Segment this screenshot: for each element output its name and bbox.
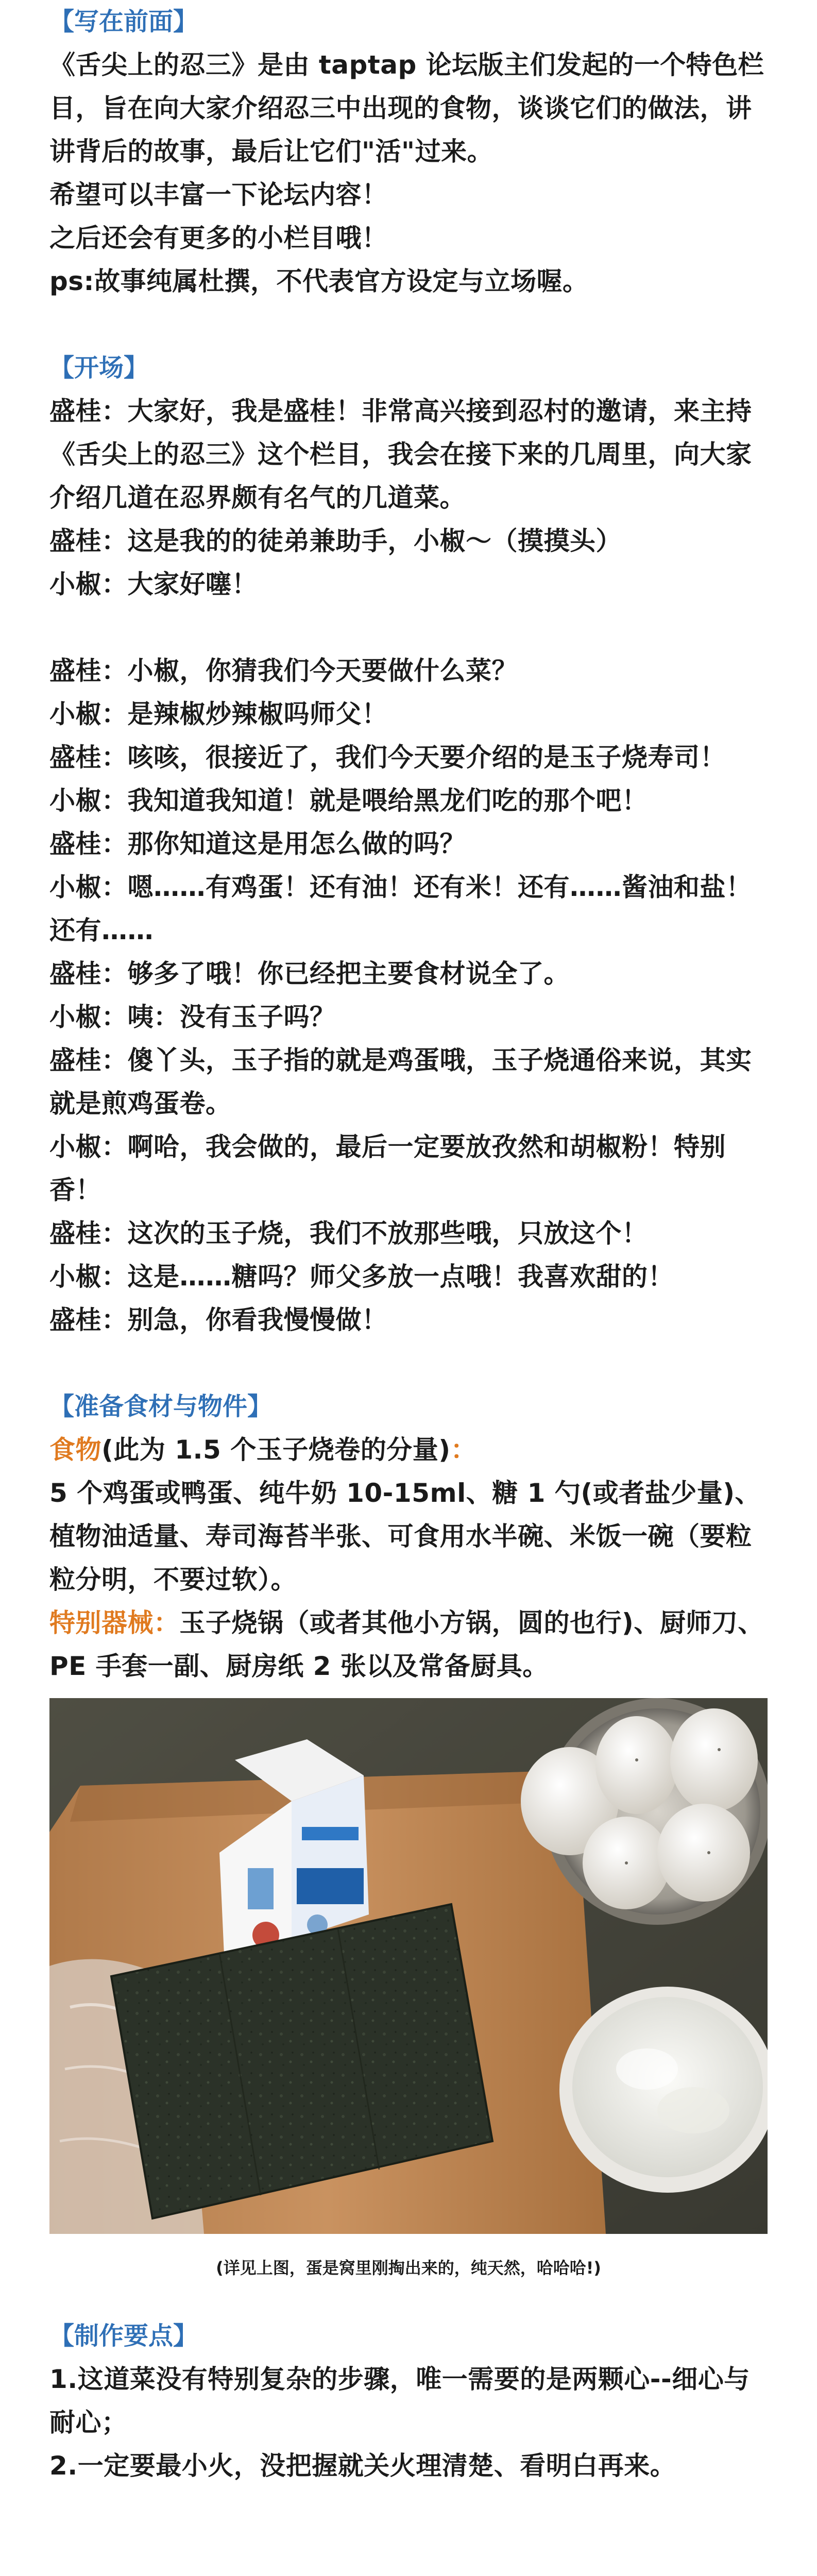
section-heading-intro: 【写在前面】 — [49, 7, 198, 36]
spacer — [49, 1342, 768, 1385]
dialogue-line: 小椒：大家好噻！ — [49, 569, 258, 599]
dialogue-line: 小椒：嗯……有鸡蛋！还有油！还有米！还有……酱油和盐！还有…… — [49, 872, 752, 945]
dialogue-line: 盛桂：够多了哦！你已经把主要食材说全了。 — [49, 959, 570, 989]
dialogue-line: 小椒：咦：没有玉子吗？ — [49, 1002, 336, 1032]
intro-paragraph: 《舌尖上的忍三》是由 taptap 论坛版主们发起的一个特色栏目，旨在向大家介绍忍三中出现的食物，谈谈它们的做法，讲讲背后的故事，最后让它们"活"过来。 — [49, 50, 764, 166]
section-heading-opening: 【开场】 — [49, 353, 149, 382]
food-label: 食物 — [49, 1435, 101, 1465]
dialogue-line: 盛桂：小椒，你猜我们今天要做什么菜？ — [49, 656, 518, 686]
dialogue-line: 盛桂：这是我的的徒弟兼助手，小椒～（摸摸头） — [49, 526, 622, 556]
dialogue-line: 盛桂：咳咳，很接近了，我们今天要介绍的是玉子烧寿司！ — [49, 742, 726, 772]
food-line — [49, 1428, 768, 1471]
ingredients-photo — [49, 1698, 768, 2234]
dialogue-line: 盛桂：那你知道这是用怎么做的吗？ — [49, 829, 466, 859]
spacer — [49, 606, 768, 649]
key-point-line: 2.一定要最小火，没把握就关火理清楚、看明白再来。 — [49, 2451, 676, 2481]
dialogue-line: 小椒：这是……糖吗？师父多放一点哦！我喜欢甜的！ — [49, 1262, 674, 1292]
tools-label: 特别器械： — [49, 1608, 180, 1638]
dialogue-line: 盛桂：大家好，我是盛桂！非常高兴接到忍村的邀请，来主持《舌尖上的忍三》这个栏目，我会在接下来的几周里，向大家介绍几道在忍界颇有名气的几道菜。 — [49, 396, 752, 513]
dialogue-line: 小椒：我知道我知道！就是喂给黑龙们吃的那个吧！ — [49, 786, 648, 816]
intro-paragraph: 之后还会有更多的小栏目哦！ — [49, 223, 388, 253]
spacer — [49, 303, 768, 346]
rice-bowl — [559, 1987, 768, 2193]
food-list: 5 个鸡蛋或鸭蛋、纯牛奶 10-15ml、糖 1 勺(或者盐少量)、植物油适量、寿司海苔半张、可食用水半碗、米饭一碗（要粒粒分明，不要过软）。 — [49, 1478, 761, 1595]
dialogue-line: 小椒：啊哈，我会做的，最后一定要放孜然和胡椒粉！特别香！ — [49, 1132, 726, 1205]
intro-paragraph: ps:故事纯属杜撰，不代表官方设定与立场喔。 — [49, 266, 589, 296]
section-heading-ingredients: 【准备食材与物件】 — [49, 1392, 273, 1421]
food-note: (此为 1.5 个玉子烧卷的分量) — [101, 1435, 451, 1465]
intro-paragraph: 希望可以丰富一下论坛内容！ — [49, 180, 388, 210]
dialogue-line: 盛桂：别急，你看我慢慢做！ — [49, 1305, 388, 1335]
dialogue-line: 小椒：是辣椒炒辣椒吗师父！ — [49, 699, 388, 729]
dialogue-line: 盛桂：这次的玉子烧，我们不放那些哦，只放这个！ — [49, 1218, 648, 1248]
photo-caption: (详见上图，蛋是窝里刚掏出来的，纯天然，哈哈哈!) — [216, 2258, 601, 2278]
dialogue-line: 盛桂：傻丫头，玉子指的就是鸡蛋哦，玉子烧通俗来说，其实就是煎鸡蛋卷。 — [49, 1045, 752, 1118]
tools-line — [49, 1601, 768, 1688]
tools-list: 玉子烧锅（或者其他小方锅，圆的也行)、厨师刀、PE 手套一副、厨房纸 2 张以及常备厨具。 — [49, 1608, 764, 1681]
food-colon: ： — [450, 1435, 477, 1465]
key-point-line: 1.这道菜没有特别复杂的步骤，唯一需要的是两颗心--细心与耐心； — [49, 2364, 750, 2437]
section-heading-key-points: 【制作要点】 — [49, 2321, 198, 2350]
